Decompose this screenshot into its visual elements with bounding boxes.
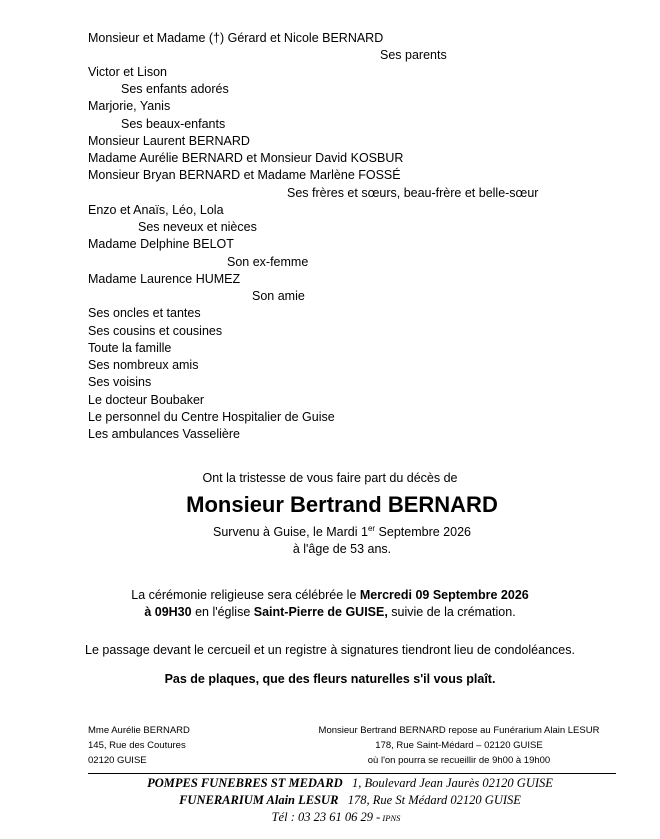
ceremony-date: Mercredi 09 Septembre 2026 xyxy=(359,588,529,602)
ceremony-line-2 xyxy=(0,605,660,619)
funeral-home-name: POMPES FUNEBRES ST MEDARD xyxy=(147,776,343,790)
condolences-note: Le passage devant le cercueil et un registre à signatures tiendront lieu de condoléances. xyxy=(85,643,575,657)
footer-divider xyxy=(88,773,616,774)
ceremony-text: La cérémonie religieuse sera célébrée le xyxy=(131,588,360,602)
visiting-hours: où l'on pourra se recueillir de 9h00 à 19h00 xyxy=(367,755,551,766)
announcement-intro: Ont la tristesse de vous faire part du décès de xyxy=(202,471,458,485)
phone-number: Tél : 03 23 61 06 29 - xyxy=(271,810,381,824)
ceremony-text: suivie de la crémation. xyxy=(387,605,516,619)
deceased-name: Monsieur Bertrand BERNARD xyxy=(186,492,498,517)
funerarium-address: 178, Rue Saint-Médard – 02120 GUISE xyxy=(375,740,543,751)
family-line: Victor et Lison xyxy=(88,65,167,79)
family-line: Ses oncles et tantes xyxy=(88,306,201,320)
death-date xyxy=(12,524,660,539)
family-line: Marjorie, Yanis xyxy=(88,99,171,113)
ceremony-line-1 xyxy=(0,588,660,602)
family-line: Ses voisins xyxy=(88,375,152,389)
relation-label: Ses parents xyxy=(380,48,447,62)
family-line: Toute la famille xyxy=(88,341,172,355)
family-line: Madame Delphine BELOT xyxy=(88,237,234,251)
family-line: Monsieur Laurent BERNARD xyxy=(88,134,250,148)
relation-label: Son amie xyxy=(252,289,305,303)
ipns-mark: IPNS xyxy=(380,813,401,823)
family-line: Enzo et Anaïs, Léo, Lola xyxy=(88,203,224,217)
death-date-text: Survenu à Guise, le Mardi 1 xyxy=(213,525,368,540)
family-line: Monsieur et Madame (†) Gérard et Nicole BERNARD xyxy=(88,31,384,45)
footer-line-3 xyxy=(6,810,660,825)
relation-label: Ses enfants adorés xyxy=(121,82,229,96)
flowers-note: Pas de plaques, que des fleurs naturelles s'il vous plaît. xyxy=(164,672,496,686)
family-line: Madame Aurélie BERNARD et Monsieur David KOSBUR xyxy=(88,151,404,165)
contact-city: 02120 GUISE xyxy=(88,755,147,766)
relation-label: Ses beaux-enfants xyxy=(121,117,226,131)
funerarium-name: FUNERARIUM Alain LESUR xyxy=(179,793,339,807)
footer-line-2 xyxy=(20,793,660,808)
contact-address: 145, Rue des Coutures xyxy=(88,740,186,751)
ordinal-suffix: er xyxy=(367,524,376,533)
relation-label: Ses frères et sœurs, beau-frère et belle-sœur xyxy=(287,186,539,200)
contact-name: Mme Aurélie BERNARD xyxy=(88,725,190,736)
funerarium-address: 178, Rue St Médard 02120 GUISE xyxy=(338,793,521,807)
family-line: Madame Laurence HUMEZ xyxy=(88,272,241,286)
family-line: Ses cousins et cousines xyxy=(88,324,223,338)
footer-line-1 xyxy=(20,776,660,791)
relation-label: Son ex-femme xyxy=(227,255,309,269)
family-line: Ses nombreux amis xyxy=(88,358,199,372)
family-line: Le personnel du Centre Hospitalier de Guise xyxy=(88,410,335,424)
death-date-text: Septembre 2026 xyxy=(375,525,471,540)
relation-label: Ses neveux et nièces xyxy=(138,220,257,234)
age-line: à l'âge de 53 ans. xyxy=(292,542,392,556)
ceremony-time: à 09H30 xyxy=(144,605,192,619)
ceremony-text: en l'église xyxy=(191,605,254,619)
funerarium-info: Monsieur Bertrand BERNARD repose au Funérarium Alain LESUR xyxy=(318,725,600,736)
family-line: Le docteur Boubaker xyxy=(88,393,205,407)
funeral-home-address: 1, Boulevard Jean Jaurès 02120 GUISE xyxy=(342,776,553,790)
ceremony-place: Saint-Pierre de GUISE, xyxy=(253,605,388,619)
family-line: Monsieur Bryan BERNARD et Madame Marlène FOSSÉ xyxy=(88,168,401,182)
family-line: Les ambulances Vasselière xyxy=(88,427,240,441)
